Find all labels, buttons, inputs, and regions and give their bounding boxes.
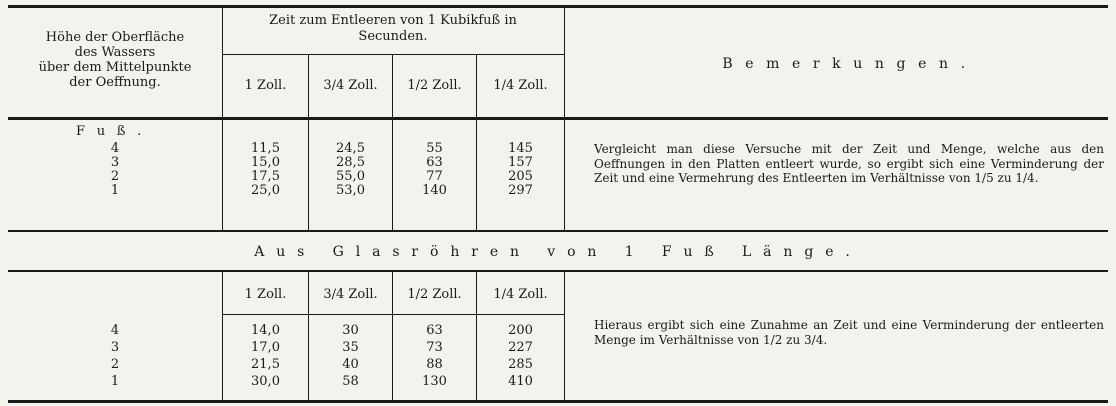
table-cell: 73 — [426, 340, 443, 355]
height-header-line: der Oeffnung. — [69, 75, 161, 90]
time-header-line: Zeit zum Entleeren von 1 Kubikfuß in — [269, 13, 517, 28]
time-header-line: Secunden. — [358, 29, 428, 44]
height-header-line: Höhe der Oberfläche — [45, 30, 185, 45]
table-cell: 14,0 — [251, 323, 280, 338]
time-header — [223, 13, 563, 45]
section2-remark: Hieraus ergibt sich eine Zunahme an Zeit und eine Verminderung der entleerten Menge im Verhältnisse von 1/2 zu 3/4. — [594, 318, 1104, 347]
table-cell: 30 — [342, 323, 359, 338]
col-divider-right — [564, 8, 565, 230]
height-value: 3 — [110, 340, 120, 355]
table-cell: 88 — [426, 357, 443, 372]
table-cell: 63 — [426, 155, 443, 170]
table-cell: 24,5 — [336, 141, 365, 156]
height-value: 4 — [110, 323, 120, 338]
section2-top-rule — [8, 270, 1108, 272]
height-value: 2 — [110, 169, 120, 184]
column-header: 1/2 Zoll. — [407, 78, 462, 93]
table-cell: 25,0 — [251, 183, 280, 198]
table-cell: 11,5 — [251, 141, 280, 156]
table-cell: 410 — [508, 374, 533, 389]
table-cell: 200 — [508, 323, 533, 338]
column-header: 3/4 Zoll. — [323, 287, 378, 302]
height-value: 4 — [110, 141, 120, 156]
table-cell: 297 — [508, 183, 533, 198]
table-cell: 40 — [342, 357, 359, 372]
bottom-rule — [8, 400, 1108, 403]
column-header: 1/4 Zoll. — [493, 78, 548, 93]
height-value: 1 — [110, 183, 120, 198]
section2-column-rule — [222, 314, 564, 315]
table-cell: 55 — [426, 141, 443, 156]
column-header: 3/4 Zoll. — [323, 78, 378, 93]
column-header: 1/2 Zoll. — [407, 287, 462, 302]
column-header: 1/4 Zoll. — [493, 287, 548, 302]
height-header-line: des Wassers — [74, 45, 156, 60]
section1-bottom-rule — [8, 230, 1108, 232]
table-cell: 63 — [426, 323, 443, 338]
section2-title: Aus Glasröhren von 1 Fuß Länge. — [254, 244, 862, 260]
table-cell: 35 — [342, 340, 359, 355]
table-cell: 145 — [508, 141, 533, 156]
table-cell: 77 — [426, 169, 443, 184]
table-cell: 55,0 — [336, 169, 365, 184]
table-cell: 53,0 — [336, 183, 365, 198]
unit-label: Fuß. — [76, 124, 154, 139]
column-header: 1 Zoll. — [244, 287, 287, 302]
table-cell: 205 — [508, 169, 533, 184]
height-header-line: über dem Mittelpunkte — [38, 60, 192, 75]
remarks-header: Bemerkungen. — [722, 56, 978, 72]
section1-remark: Vergleicht man diese Versuche mit der Zeit und Menge, welche aus den Oeffnungen in den Platten entleert wurde, so ergibt sich eine Verminderung der Zeit und eine Vermehrung des Entleerten im Verhältnisse von 1/5 zu 1/4. — [594, 142, 1104, 185]
table-cell: 28,5 — [336, 155, 365, 170]
table-cell: 157 — [508, 155, 533, 170]
table-cell: 15,0 — [251, 155, 280, 170]
header-bottom-rule — [8, 117, 1108, 120]
top-rule — [8, 5, 1108, 8]
height-header — [10, 30, 220, 90]
table-cell: 17,0 — [251, 340, 280, 355]
col-divider-right-s2 — [564, 272, 565, 400]
table-cell: 130 — [422, 374, 447, 389]
height-value: 3 — [110, 155, 120, 170]
table-cell: 30,0 — [251, 374, 280, 389]
table-cell: 227 — [508, 340, 533, 355]
table-cell: 58 — [342, 374, 359, 389]
table-cell: 17,5 — [251, 169, 280, 184]
table-cell: 21,5 — [251, 357, 280, 372]
time-subheader-rule — [222, 54, 564, 55]
height-value: 2 — [110, 357, 120, 372]
table-cell: 285 — [508, 357, 533, 372]
height-value: 1 — [110, 374, 120, 389]
column-header: 1 Zoll. — [244, 78, 287, 93]
table-cell: 140 — [422, 183, 447, 198]
